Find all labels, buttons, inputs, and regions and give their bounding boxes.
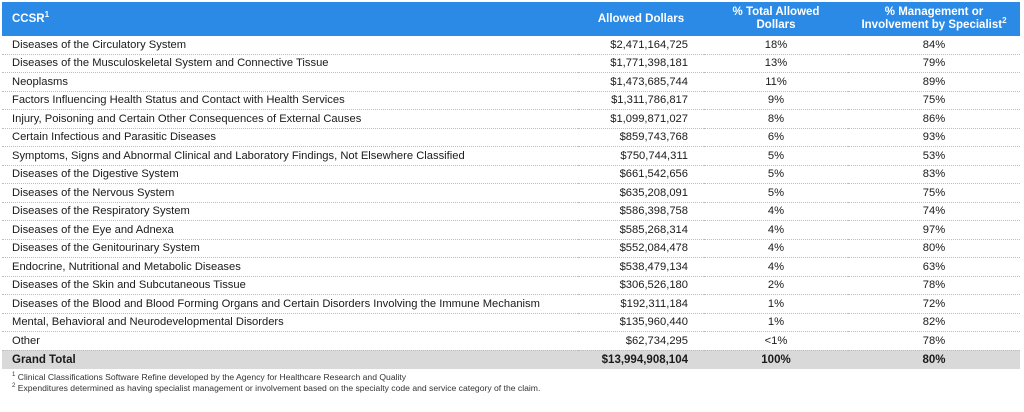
row-allowed-dollars: $1,311,786,817 — [578, 91, 704, 110]
grand-total-label: Grand Total — [2, 350, 578, 369]
row-pct-management: 86% — [848, 110, 1020, 129]
table-row — [2, 36, 1020, 54]
row-category: Certain Infectious and Parasitic Diseases — [2, 128, 578, 147]
row-category: Diseases of the Circulatory System — [2, 36, 578, 54]
row-category: Other — [2, 332, 578, 351]
row-pct-total: 9% — [704, 91, 848, 110]
row-pct-total: 1% — [704, 313, 848, 332]
header-pct-management: % Management or Involvement by Specialist$^2$ — [848, 2, 1020, 36]
ccsr-table-container — [2, 2, 1020, 394]
row-allowed-dollars: $585,268,314 — [578, 221, 704, 240]
row-pct-management: 63% — [848, 258, 1020, 277]
row-pct-total: 6% — [704, 128, 848, 147]
table-row — [2, 73, 1020, 92]
row-pct-management: 83% — [848, 165, 1020, 184]
row-pct-total: 1% — [704, 295, 848, 314]
table-row — [2, 313, 1020, 332]
grand-total-pct-total: 100% — [704, 350, 848, 369]
table-row — [2, 165, 1020, 184]
row-pct-management: 80% — [848, 239, 1020, 258]
row-allowed-dollars: $586,398,758 — [578, 202, 704, 221]
grand-total-allowed: $13,994,908,104 — [578, 350, 704, 369]
row-category: Mental, Behavioral and Neurodevelopmental Disorders — [2, 313, 578, 332]
row-category: Neoplasms — [2, 73, 578, 92]
row-pct-total: 2% — [704, 276, 848, 295]
table-row — [2, 128, 1020, 147]
row-allowed-dollars: $635,208,091 — [578, 184, 704, 203]
table-row — [2, 258, 1020, 277]
row-pct-total: 5% — [704, 147, 848, 166]
row-category: Diseases of the Eye and Adnexa — [2, 221, 578, 240]
row-pct-total: 5% — [704, 184, 848, 203]
row-category: Factors Influencing Health Status and Contact with Health Services — [2, 91, 578, 110]
row-pct-total: 5% — [704, 165, 848, 184]
table-row — [2, 91, 1020, 110]
row-pct-management: 78% — [848, 276, 1020, 295]
row-pct-total: 4% — [704, 239, 848, 258]
header-pct-total-allowed: % Total Allowed Dollars — [704, 2, 848, 36]
table-row — [2, 221, 1020, 240]
row-pct-management: 75% — [848, 184, 1020, 203]
header-row — [2, 2, 1020, 36]
table-row — [2, 54, 1020, 73]
row-allowed-dollars: $306,526,180 — [578, 276, 704, 295]
row-pct-total: 4% — [704, 202, 848, 221]
row-pct-management: 89% — [848, 73, 1020, 92]
table-row — [2, 202, 1020, 221]
row-pct-total: <1% — [704, 332, 848, 351]
row-allowed-dollars: $62,734,295 — [578, 332, 704, 351]
row-category: Diseases of the Musculoskeletal System and Connective Tissue — [2, 54, 578, 73]
row-allowed-dollars: $135,960,440 — [578, 313, 704, 332]
row-pct-total: 4% — [704, 221, 848, 240]
row-pct-total: 4% — [704, 258, 848, 277]
row-pct-management: 79% — [848, 54, 1020, 73]
row-allowed-dollars: $1,473,685,744 — [578, 73, 704, 92]
footnotes — [2, 372, 1020, 394]
table-row — [2, 184, 1020, 203]
row-pct-management: 78% — [848, 332, 1020, 351]
row-category: Diseases of the Digestive System — [2, 165, 578, 184]
row-allowed-dollars: $1,771,398,181 — [578, 54, 704, 73]
row-pct-management: 75% — [848, 91, 1020, 110]
grand-total-pct-mgmt: 80% — [848, 350, 1020, 369]
row-allowed-dollars: $750,744,311 — [578, 147, 704, 166]
row-pct-management: 97% — [848, 221, 1020, 240]
row-allowed-dollars: $2,471,164,725 — [578, 36, 704, 54]
footnote-1: $^1$ Clinical Classifications Software Refine developed by the Agency for Healthcare Research and Quality — [12, 371, 407, 382]
header-allowed-dollars: Allowed Dollars — [578, 2, 704, 36]
grand-total-row — [2, 350, 1020, 369]
row-pct-total: 11% — [704, 73, 848, 92]
footnote-2: $^2$ Expenditures determined as having specialist management or involvement based on the specialty code and service category of the claim. — [12, 382, 541, 393]
row-pct-management: 53% — [848, 147, 1020, 166]
row-category: Injury, Poisoning and Certain Other Consequences of External Causes — [2, 110, 578, 129]
row-pct-management: 74% — [848, 202, 1020, 221]
row-category: Symptoms, Signs and Abnormal Clinical and Laboratory Findings, Not Elsewhere Classified — [2, 147, 578, 166]
table-row — [2, 276, 1020, 295]
table-row — [2, 332, 1020, 351]
table-row — [2, 110, 1020, 129]
row-allowed-dollars: $192,311,184 — [578, 295, 704, 314]
table-row — [2, 239, 1020, 258]
row-allowed-dollars: $552,084,478 — [578, 239, 704, 258]
row-category: Diseases of the Respiratory System — [2, 202, 578, 221]
row-allowed-dollars: $859,743,768 — [578, 128, 704, 147]
row-allowed-dollars: $661,542,656 — [578, 165, 704, 184]
row-pct-management: 84% — [848, 36, 1020, 54]
row-pct-management: 72% — [848, 295, 1020, 314]
table-row — [2, 295, 1020, 314]
row-category: Diseases of the Blood and Blood Forming Organs and Certain Disorders Involving the Immune Mechanism — [2, 295, 578, 314]
row-pct-total: 8% — [704, 110, 848, 129]
row-category: Diseases of the Skin and Subcutaneous Tissue — [2, 276, 578, 295]
row-category: Diseases of the Genitourinary System — [2, 239, 578, 258]
row-pct-management: 82% — [848, 313, 1020, 332]
row-allowed-dollars: $1,099,871,027 — [578, 110, 704, 129]
table-row — [2, 147, 1020, 166]
row-category: Diseases of the Nervous System — [2, 184, 578, 203]
row-pct-management: 93% — [848, 128, 1020, 147]
row-category: Endocrine, Nutritional and Metabolic Diseases — [2, 258, 578, 277]
row-pct-total: 18% — [704, 36, 848, 54]
row-pct-total: 13% — [704, 54, 848, 73]
row-allowed-dollars: $538,479,134 — [578, 258, 704, 277]
ccsr-spending-table — [2, 2, 1020, 369]
header-ccsr: CCSR$^1$ — [2, 2, 578, 36]
